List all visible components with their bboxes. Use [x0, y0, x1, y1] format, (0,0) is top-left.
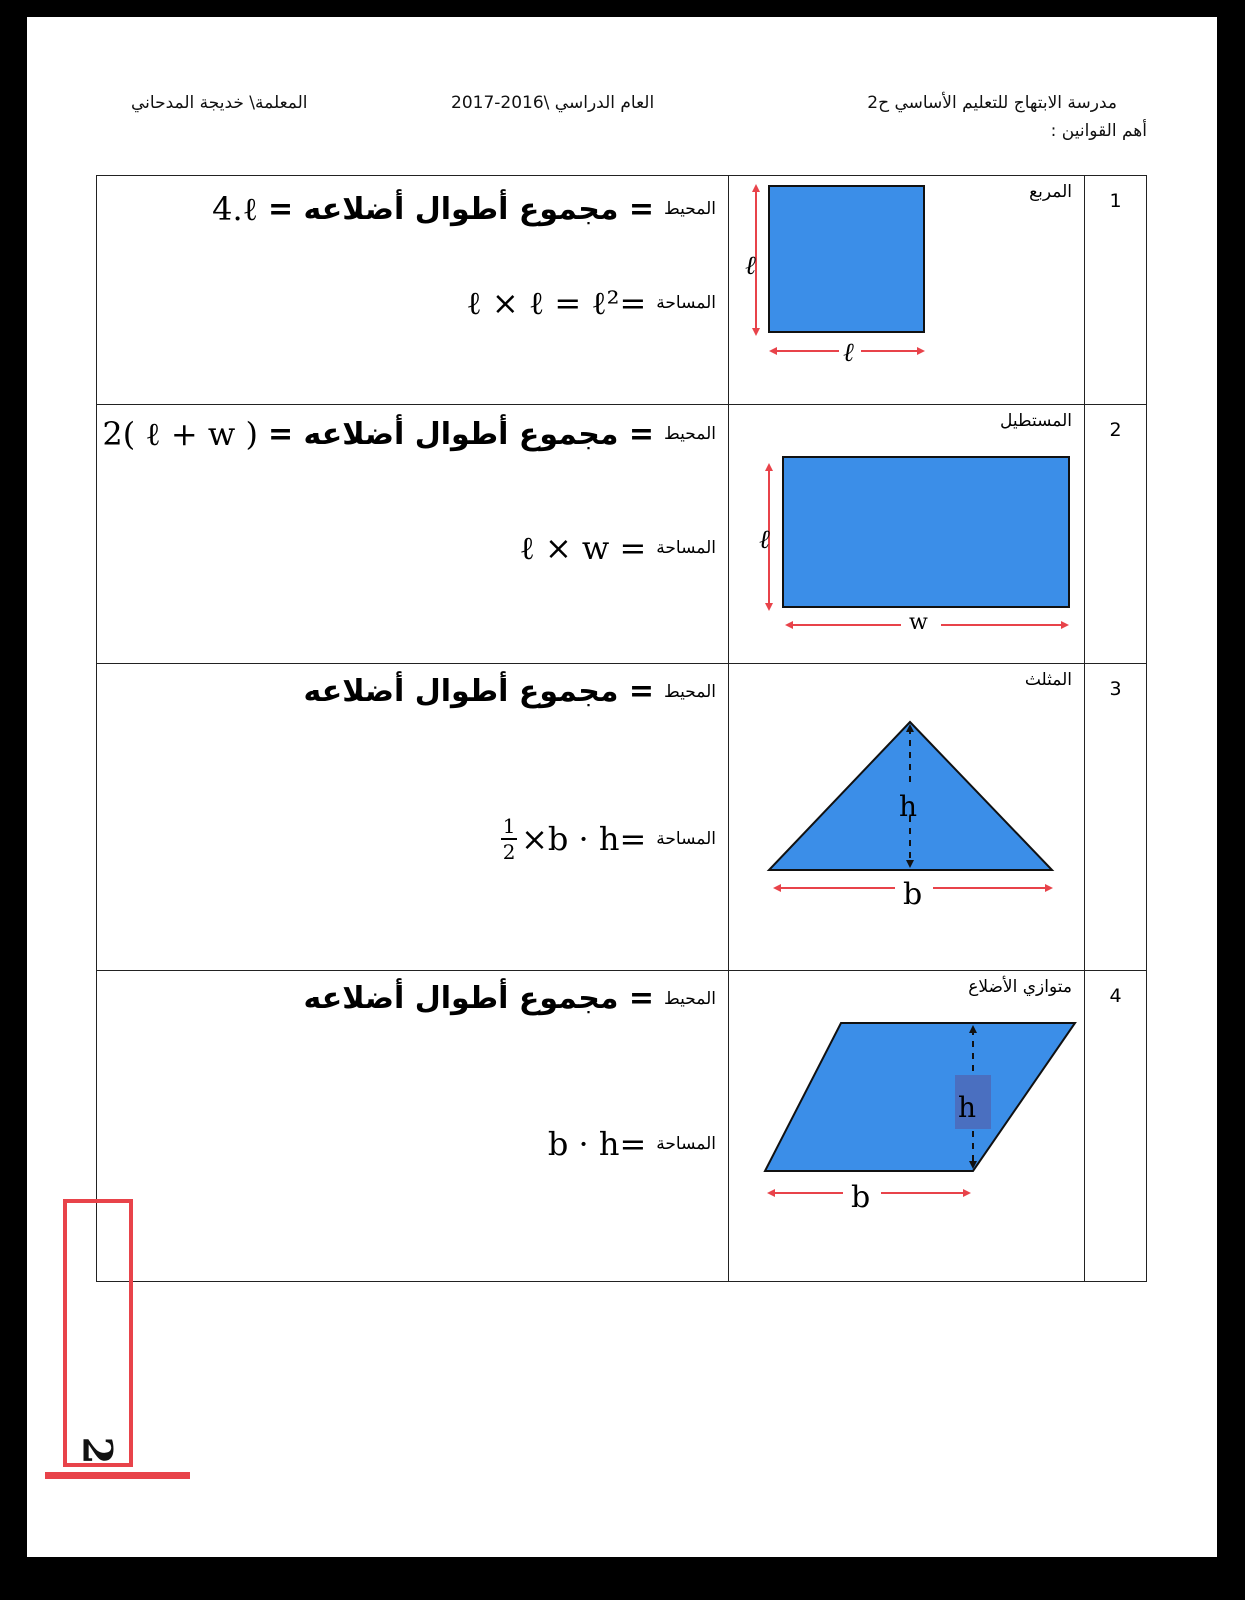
height-label: h	[899, 790, 918, 823]
area-formula: ℓ × w =	[519, 529, 647, 567]
shape-name: المستطيل	[1000, 411, 1072, 431]
perimeter-text: = مجموع أطوال أضلاعه	[303, 981, 655, 1016]
page-number-underline	[45, 1472, 190, 1479]
shape-name: المثلث	[1024, 670, 1072, 690]
area-fraction: $\frac{1}{2}$	[502, 814, 516, 864]
base-label: b	[903, 877, 923, 912]
square-figure	[729, 176, 1084, 390]
page-subtitle: أهم القوانين :	[1050, 121, 1147, 141]
perimeter-label: المحيط	[664, 424, 716, 444]
side-label: ℓ	[759, 525, 770, 555]
base-label: w	[909, 610, 928, 635]
parallelogram-figure	[729, 971, 1084, 1267]
formula-cell	[97, 664, 729, 971]
table-row	[97, 176, 1147, 405]
page-number-frame	[63, 1199, 133, 1467]
shape-name: متوازي الأضلاع	[968, 977, 1072, 997]
base-label: ℓ	[843, 338, 854, 368]
area-label: المساحة	[656, 829, 716, 849]
base-label: b	[851, 1180, 871, 1215]
perimeter-label: المحيط	[664, 681, 716, 702]
shape-name: المربع	[1029, 182, 1072, 202]
row-number: 1	[1085, 176, 1147, 405]
triangle-figure	[729, 664, 1084, 956]
shape-cell	[729, 405, 1085, 664]
area-label: المساحة	[656, 538, 716, 558]
page-number: 2	[73, 1436, 121, 1465]
side-label: ℓ	[745, 251, 756, 281]
shape-cell	[729, 971, 1085, 1282]
area-formula: b · h=	[547, 1125, 647, 1163]
rectangle-shape	[783, 457, 1069, 607]
area-label: المساحة	[656, 1134, 716, 1154]
shape-cell	[729, 664, 1085, 971]
perimeter-text: = مجموع أطوال أضلاعه =	[267, 191, 655, 227]
formula-cell	[97, 971, 729, 1282]
rectangle-figure	[729, 405, 1084, 649]
worksheet-page	[27, 17, 1217, 1557]
row-number: 4	[1085, 971, 1147, 1282]
shape-cell	[729, 176, 1085, 405]
area-formula: ×b · h=	[521, 820, 647, 858]
square-shape	[769, 186, 924, 332]
perimeter-text: = مجموع أطوال أضلاعه	[303, 674, 655, 709]
perimeter-label: المحيط	[664, 199, 716, 219]
perimeter-formula: 2( ℓ + w )	[102, 415, 258, 453]
formulas-table	[96, 175, 1147, 1282]
area-formula: ℓ × ℓ = ℓ²=	[466, 284, 647, 322]
school-year: العام الدراسي \2016-2017	[451, 93, 655, 113]
table-row	[97, 971, 1147, 1282]
formula-cell	[97, 176, 729, 405]
school-name: مدرسة الابتهاج للتعليم الأساسي ح2	[867, 93, 1117, 113]
height-label: h	[958, 1091, 977, 1124]
perimeter-formula: 4.ℓ	[212, 190, 258, 228]
formula-cell	[97, 405, 729, 664]
row-number: 3	[1085, 664, 1147, 971]
row-number: 2	[1085, 405, 1147, 664]
perimeter-label: المحيط	[664, 988, 716, 1009]
teacher-name: المعلمة\ خديجة المدحاني	[131, 93, 308, 113]
area-label: المساحة	[656, 293, 716, 313]
parallelogram-shape	[765, 1023, 1075, 1171]
table-row	[97, 664, 1147, 971]
table-row	[97, 405, 1147, 664]
perimeter-text: = مجموع أطوال أضلاعه =	[267, 416, 655, 452]
